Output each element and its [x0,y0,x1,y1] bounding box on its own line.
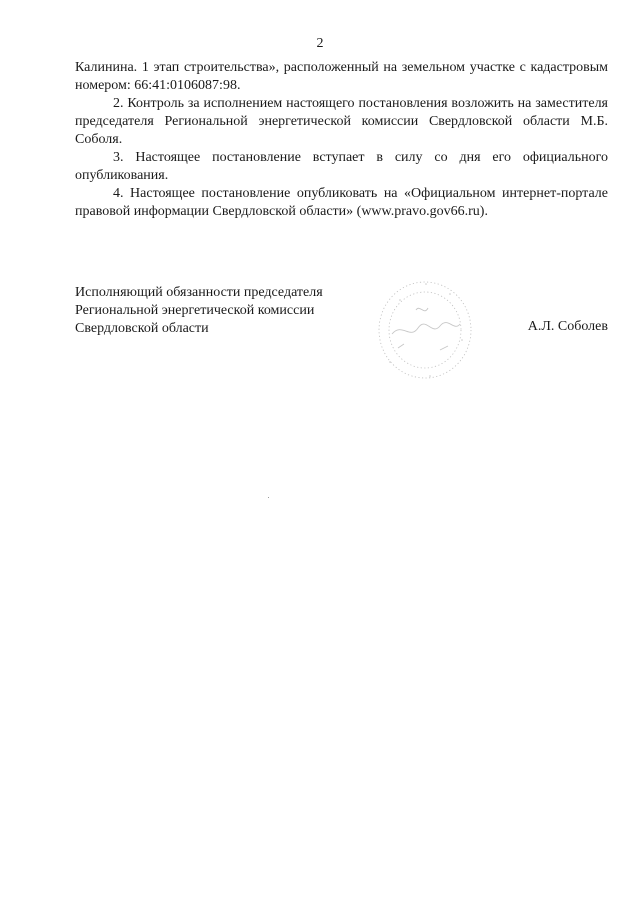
paragraph-item-2: 2. Контроль за исполнением настоящего постановления возложить на заместителя председателя Региональной энергетической комиссии Свердловской области М.Б. Соболя. [75,96,608,147]
page-number: 2 [316,36,324,51]
faint-stamp-signature [370,270,480,390]
signatory-position-line: Региональной энергетической комиссии [75,303,315,318]
paragraph-item-3: 3. Настоящее постановление вступает в силу со дня его официального опубликования. [75,150,608,183]
paragraph-item-4: 4. Настоящее постановление опубликовать на «Официальном интернет-портале правовой информации Свердловской области» (www.pravo.gov66.ru). [75,186,608,219]
signatory-name: А.Л. Соболев [527,319,608,334]
document-body [75,59,608,221]
scan-speck [268,497,269,498]
signatory-position-line: Свердловской области [75,321,209,336]
signatory-position-line: Исполняющий обязанности председателя [75,285,323,300]
paragraph-continuation: Калинина. 1 этап строительства», расположенный на земельном участке с кадастровым номером: 66:41:0106087:98. [75,60,608,93]
